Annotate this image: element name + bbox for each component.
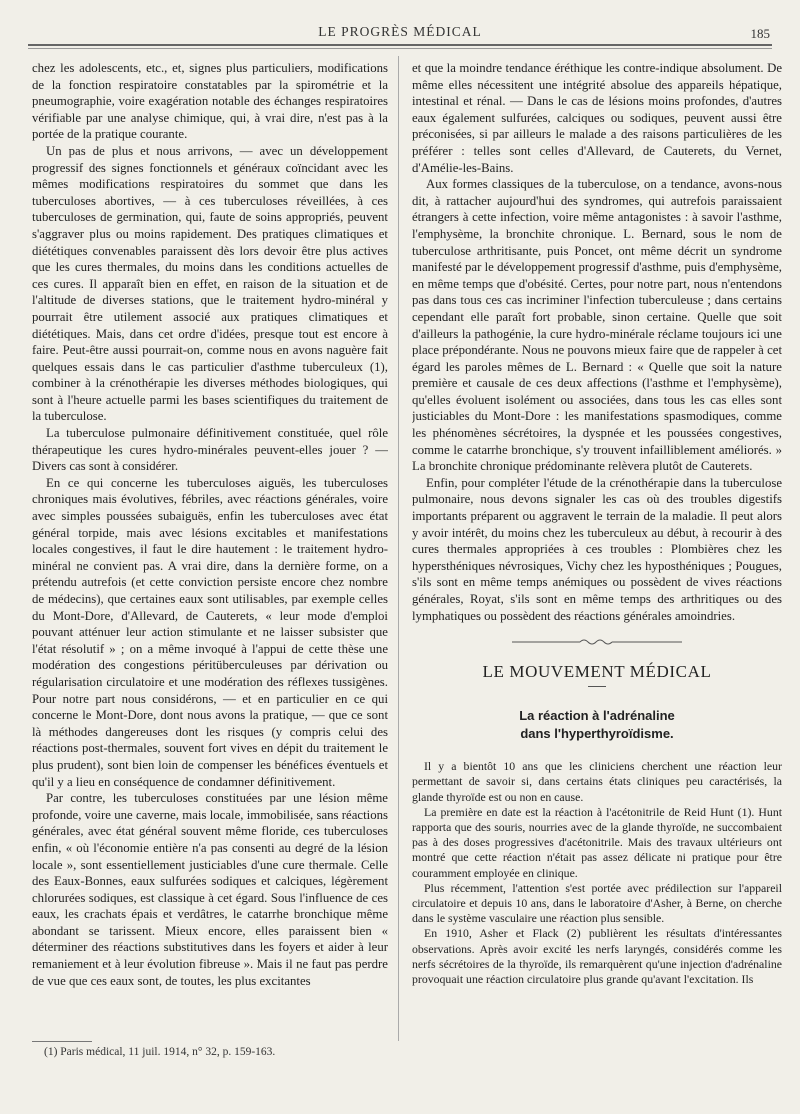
left-column <box>32 60 388 1035</box>
paragraph: Il y a bientôt 10 ans que les cliniciens cherchent une réaction leur permettant de savoir si, dans certains états cliniques peu caractérisés, la glande thyroïde est ou non en cause. <box>412 759 782 804</box>
article-body <box>412 759 782 987</box>
right-column-main-text <box>412 60 782 624</box>
page-header <box>28 18 772 48</box>
section-title: LE MOUVEMENT MÉDICAL <box>482 662 712 682</box>
paragraph: La première en date est la réaction à l'acétonitrile de Reid Hunt (1). Hunt rapporta que des souris, nourries avec de la glande thyroïde, ne succombaient pas à des doses progressives d'acétonitrile. Mais des travaux ultérieurs ont montré que cette réaction n'était pas assez délicate ni pratique pour être couramment employée en clinique. <box>412 804 782 880</box>
column-divider <box>398 56 399 1041</box>
paragraph: chez les adolescents, etc., et, signes plus particuliers, modifications de la fonction respiratoire constatables par la spirométrie et la pneumographie, voire exagération notable des échanges respiratoires vérifiable par une analyse chimique, qui, à vrai dire, n'est pas à la portée de la pratique courante. <box>32 61 388 142</box>
footnote: (1) Paris médical, 11 juil. 1914, n° 32, p. 159-163. <box>44 1046 276 1058</box>
paragraph: Aux formes classiques de la tuberculose, on a tendance, avons-nous dit, à rattacher aujourd'hui des syndromes, qui autrefois paraissaient étrangers à cette infection, voire même antagonistes : à savoir l'asthme, l'emphysème, la bronchite chronique. L. Bernard, sous le nom de tuberculose arthritisante, puis Poncet, ont même décrit un syndrome manifesté par le développement progressif d'asthme, puis d'emphysème, en même temps que d'obésité. Certes, pour notre part, nous n'entendons pas dans tous ces cas incriminer l'infection tuberculeuse ; dans certains cependant elle paraît fort probable, sinon certaine. Quelle que soit d'ailleurs la pathogénie, la cure hydro-minérale réclame toujours ici une place prépondérante. Nous ne pouvons mieux faire que de rappeler à cet égard les paroles mêmes de L. Bernard : « Quelle que soit la nature première et causale de ces deux affections (l'asthme et l'emphysème), qu'elles évoluent isolément ou associées, dans tous les cas elles sont justiciables du Mont-Dore : les manifestations spasmodiques, comme les phénomènes sécrétoires, la dyspnée et les poussées congestives, comme le catarrhe bronchique, s'y trouvent infailliblement améliorés. » La bronchite chronique prédominante relèvera plutôt de Cauterets. <box>412 177 782 474</box>
section-ornament <box>412 634 782 644</box>
article-title-line: La réaction à l'adrénaline <box>519 708 675 724</box>
article-title <box>412 707 782 743</box>
paragraph: Plus récemment, l'attention s'est portée avec prédilection sur l'appareil circulatoire et depuis 10 ans, dans le laboratoire d'Asher, à Berne, on cherche dans le système vasculaire une réaction plus sensible. <box>412 880 782 926</box>
right-column <box>412 60 782 1060</box>
journal-title: LE PROGRÈS MÉDICAL <box>318 24 482 39</box>
page-number: 185 <box>750 26 770 41</box>
paragraph: Enfin, pour compléter l'étude de la crénothérapie dans la tuberculose pulmonaire, nous devons signaler les cas où des troubles digestifs importants préparent ou aggravent le terrain de la maladie. Il peut alors y avoir intérêt, du moins chez les tuberculeux au début, à recourir à des cures thermales appropriées à ces troubles : Plombières chez les hypersthéniques névrosiques, Vichy chez les hyposthéniques ; Pougues, s'ils sont en même temps anémiques ou possèdent de vives réactions générales, Royat, s'ils sont en même temps des arthritiques ou des lymphatiques ou possèdent des réactions générales amoindries. <box>412 475 782 623</box>
short-rule <box>588 686 606 687</box>
paragraph: Un pas de plus et nous arrivons, — avec un développement progressif des signes fonctionnels et généraux coïncidant avec les mêmes modifications respiratoires du sommet que dans les tuberculoses abortives, — à ces tuberculoses réveillées, à ces tuberculoses de germination, qui, faute de soins appropriés, peuvent s'aggraver plus ou moins rapidement. Des pratiques climatiques et diététiques convenables paraissent dès lors devoir être plus actives que les cures thermales, du moins dans les conditions actuelles de ces cures. Il apparaît bien en effet, en raison de la situation et de l'altitude de diverses stations, que le traitement hydro-minéral y pourrait être utilement associé aux pratiques climatiques et diététiques. Mais, dans cet ordre d'idées, presque tout est encore à faire. Peut-être aussi pourrait-on, comme nous en avons naguère fait quelques essais dans le cas particulier d'asthme tuberculeux (1), combiner à la crénothérapie les diverses méthodes biologiques, qui sont à l'heure actuelle parmi les bases scientifiques du traitement de la tuberculose. <box>32 143 388 424</box>
paragraph: et que la moindre tendance éréthique les contre-indique absolument. De même elles nécessitent une intégrité absolue des appareils hépatique, intestinal et rénal. — Dans le cas de lésions moins profondes, d'autres eaux également sulfurées, calciques ou sodiques, peuvent aussi être préconisées, si par ailleurs le malade a des raisons particulières de les préférer : telles sont celles d'Allevard, de Cauterets, du Vernet, d'Amélie-les-Bains. <box>412 61 782 175</box>
footnote-rule <box>32 1041 92 1042</box>
header-rule-thin <box>28 48 772 49</box>
article-title-line: dans l'hyperthyroïdisme. <box>520 726 674 742</box>
header-rule <box>28 44 772 46</box>
paragraph: Par contre, les tuberculoses constituées par une lésion même profonde, voire une caverne, mais locale, immobilisée, sans réactions générales, avec état général souvent même floride, ces tuberculoses enfin, « où l'économie entière n'a pas consenti au degré de la lésion locale », sont essentiellement justiciables d'une cure thermale. Celle des Eaux-Bonnes, eaux sulfurées sodiques et calciques, légèrement chlorurées sodiques, est classique à cet égard. Sous l'influence de ces eaux, les crachats épais et verdâtres, le catarrhe bronchique même abondant se tarissent. Mieux encore, elles paraissent bien « déterminer des réactions substitutives dans les foyers et aider à leur remaniement et à leur évolution fibreuse ». Mais il ne faut pas perdre de vue que ces eaux sont, de toutes, les plus excitantes <box>32 791 388 988</box>
paragraph: La tuberculose pulmonaire définitivement constituée, quel rôle thérapeutique les cures hydro-minérales peuvent-elles jouer ? — Divers cas sont à considérer. <box>32 426 388 474</box>
paragraph: En ce qui concerne les tuberculoses aiguës, les tuberculoses chroniques mais évolutives, fébriles, avec réactions générales, voire avec simples poussées subaiguës, enfin les tuberculoses avec état général torpide, mais avec lésions excitables et manifestations locales congestives, il faut le dire hautement : le traitement hydro-minéral ne convient pas. A vrai dire, dans la dernière forme, on a prétendu autrefois (et cette conviction persiste encore chez nombre de médecins), que certaines eaux sont utilisables, par exemple celles du Mont-Dore, d'Allevard, de Cauterets, « leur mode d'emploi pouvant atténuer leur action stimulante et ne laisser subsister que l'état résolutif » ; on a même invoqué à l'appui de cette thèse une modération des congestions péritüberculeuses par dérivation ou régularisation circulatoire et une modération des réflexes tussigènes. Pour notre part nous considérons, — et en particulier en ce qui concerne le Mont-Dore, dont nous avons la pratique, — que ce sont là méthodes dangereuses dont les risques (y compris celui des réactions post-thermales, souvent fort vives en dépit du traitement le plus prudent), sont bien loin de compenser les bénéfices éventuels et qu'il y a lieu en conséquence de condamner définitivement. <box>32 475 388 789</box>
paragraph: En 1910, Asher et Flack (2) publièrent les résultats d'intéressantes observations. Après avoir excité les nerfs laryngés, considérés comme les nerfs sécrétoires de la thyroïde, ils remarquèrent qu'une injection d'adrénaline provoquait une réaction circulatoire plus grande qu'avant l'excitation. Ils <box>412 926 782 987</box>
